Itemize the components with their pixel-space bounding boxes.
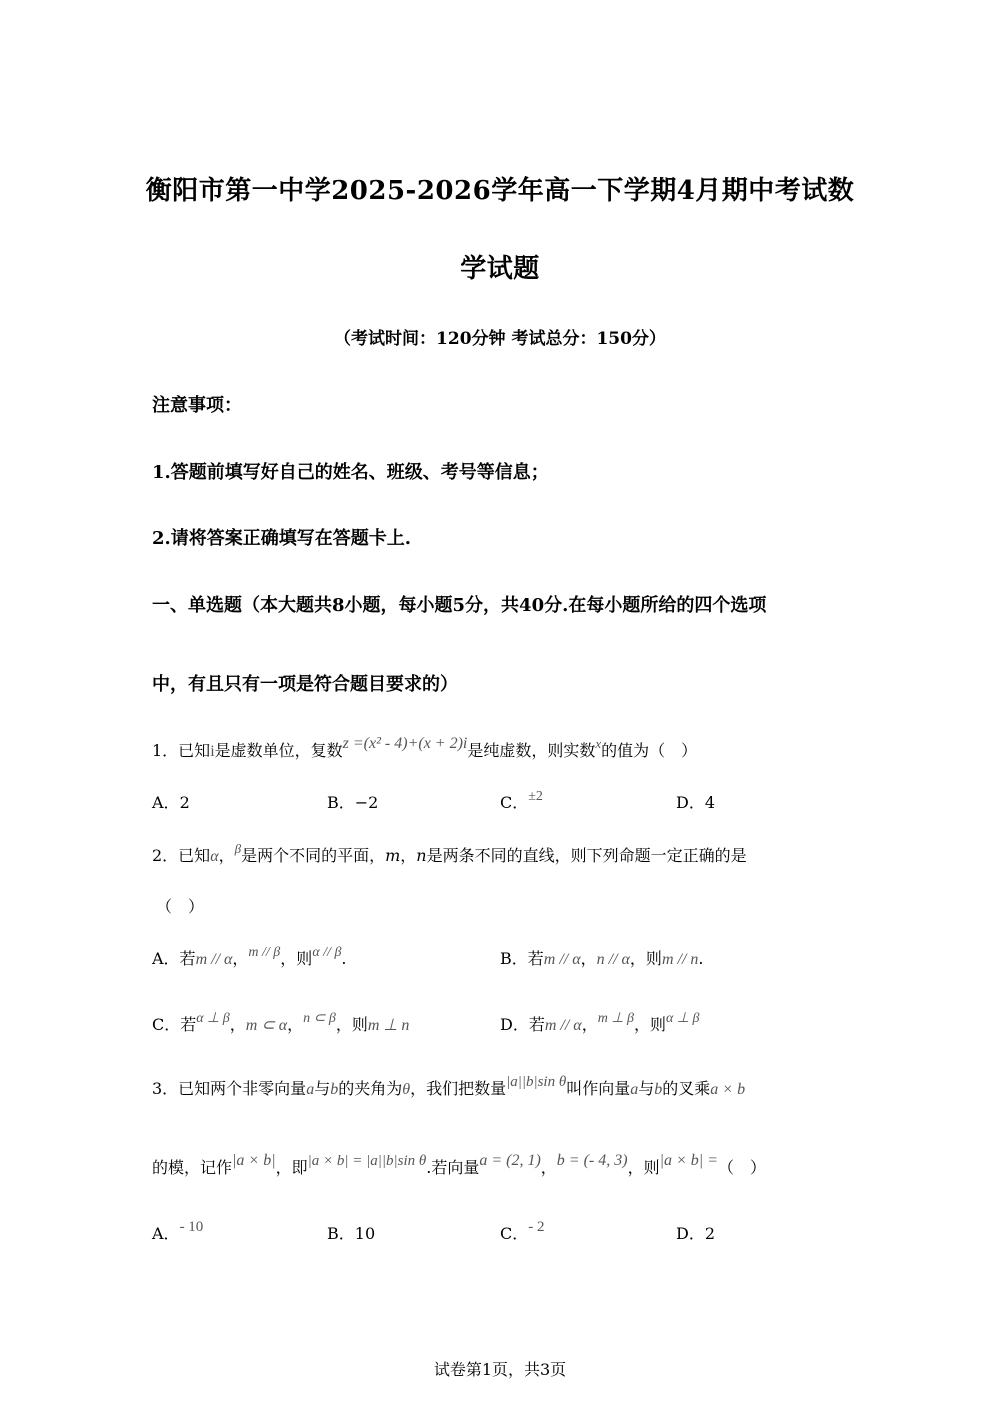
option-value: 4 bbox=[704, 793, 716, 812]
question-1-stem bbox=[152, 735, 698, 761]
q2-var-n: n bbox=[416, 846, 427, 865]
q1-option-d bbox=[676, 790, 715, 813]
q2-option-c bbox=[152, 1012, 409, 1035]
q2-option-d bbox=[500, 1012, 700, 1035]
section1-heading-line2: 中，有且只有一项是符合题目要求的） bbox=[152, 674, 458, 695]
option-result: α ⊥ β bbox=[666, 1011, 700, 1026]
q2-text-2: 是两个不同的平面， bbox=[241, 846, 386, 865]
q3-line2-text-3: .若向量 bbox=[426, 1158, 480, 1177]
q3-text-5: 叫作向量 bbox=[566, 1079, 631, 1098]
option-value: - 10 bbox=[179, 1219, 204, 1235]
q1-text-4: 的值为（ ） bbox=[601, 741, 698, 760]
q3-math-cross: a × b bbox=[710, 1081, 746, 1098]
option-cond-1: m // α bbox=[195, 951, 233, 968]
option-then: ，则 bbox=[629, 949, 662, 968]
q2-option-b bbox=[500, 946, 703, 969]
option-result: m // n bbox=[661, 951, 699, 968]
q3-math-b: b bbox=[330, 1081, 339, 1098]
q3-math-b-2: b bbox=[654, 1081, 663, 1098]
q3-math-a: a bbox=[306, 1081, 315, 1098]
q3-math-product: |a||b|sin θ bbox=[506, 1074, 567, 1090]
q1-text-3: 是纯虚数，则实数 bbox=[467, 741, 596, 760]
option-result: m ⊥ n bbox=[367, 1017, 410, 1034]
option-label: B．若 bbox=[500, 949, 544, 968]
q3-math-ask: |a × b| = bbox=[659, 1152, 718, 1169]
q2-option-a bbox=[152, 946, 347, 969]
exam-title-line2: 学试题 bbox=[460, 254, 540, 284]
option-comma: ， bbox=[581, 1015, 598, 1034]
q1-text-1: 1．已知 bbox=[152, 741, 211, 760]
option-comma: ， bbox=[229, 1015, 246, 1034]
q3-line2-text-5: ，则 bbox=[627, 1158, 660, 1177]
q1-math-i: i bbox=[210, 743, 215, 760]
question-3-stem-line2 bbox=[152, 1152, 766, 1178]
exam-title-line1: 衡阳市第一中学2025-2026学年高一下学期4月期中考试数 bbox=[145, 176, 855, 206]
q3-text-4: ，我们把数量 bbox=[410, 1079, 507, 1098]
option-cond-0: α ⊥ β bbox=[196, 1011, 230, 1026]
option-cond-2: m // β bbox=[248, 945, 281, 960]
q1-math-z: z =(x² - 4)+(x + 2)i bbox=[342, 735, 468, 752]
notice-heading: 注意事项： bbox=[152, 395, 242, 416]
option-comma: ， bbox=[580, 949, 597, 968]
option-value: 10 bbox=[354, 1224, 376, 1243]
option-comma: ， bbox=[232, 949, 249, 968]
option-label: A． bbox=[152, 1224, 180, 1243]
q3-math-vector-b: b = (- 4, 3) bbox=[556, 1152, 628, 1169]
q3-option-b bbox=[327, 1221, 375, 1244]
option-cond-1: m // α bbox=[544, 1017, 582, 1034]
option-cond-1: m // α bbox=[543, 951, 581, 968]
option-value: - 2 bbox=[528, 1219, 545, 1235]
option-value: ±2 bbox=[528, 789, 543, 804]
option-value: 2 bbox=[704, 1224, 716, 1243]
q3-option-d bbox=[676, 1221, 715, 1244]
q3-text-3: 的夹角为 bbox=[338, 1079, 403, 1098]
q1-option-b bbox=[327, 790, 378, 813]
q3-text-2: 与 bbox=[314, 1079, 331, 1098]
option-end: . bbox=[341, 949, 347, 968]
option-label: C．若 bbox=[152, 1015, 197, 1034]
q1-option-c bbox=[500, 790, 543, 813]
q1-text-2: 是虚数单位，复数 bbox=[214, 741, 343, 760]
q3-math-mod: |a × b| bbox=[232, 1152, 276, 1169]
q3-line2-text-2: ，即 bbox=[275, 1158, 308, 1177]
q3-line2-text-1: 的模，记作 bbox=[152, 1158, 233, 1177]
question-2-stem bbox=[152, 843, 747, 866]
option-result: α // β bbox=[312, 945, 342, 960]
option-label: C． bbox=[500, 1224, 529, 1243]
q3-math-a-2: a bbox=[630, 1081, 639, 1098]
question-3-stem-line1 bbox=[152, 1076, 745, 1099]
q2-var-m: m bbox=[385, 846, 401, 865]
q3-math-theta: θ bbox=[402, 1081, 411, 1098]
q3-line2-text-4: ， bbox=[540, 1158, 557, 1177]
notice-item-2: 2.请将答案正确填写在答题卡上. bbox=[152, 528, 412, 549]
q2-answer-paren: （ ） bbox=[156, 897, 205, 916]
option-label: B． bbox=[327, 793, 355, 812]
option-label: B． bbox=[327, 1224, 355, 1243]
q3-math-definition: |a × b| = |a||b|sin θ bbox=[307, 1153, 427, 1169]
q1-option-a bbox=[152, 790, 190, 813]
q3-option-a bbox=[152, 1221, 203, 1244]
option-label: D． bbox=[676, 793, 705, 812]
option-end: . bbox=[698, 949, 704, 968]
q3-answer-paren: （ ） bbox=[717, 1158, 766, 1177]
q2-text-3: 是两条不同的直线，则下列命题一定正确的是 bbox=[426, 846, 747, 865]
option-cond-2: n // α bbox=[596, 951, 630, 968]
option-cond-1: m ⊂ α bbox=[245, 1017, 288, 1034]
q2-math-beta: β bbox=[234, 841, 242, 856]
option-label: D． bbox=[676, 1224, 705, 1243]
option-value: −2 bbox=[354, 793, 379, 812]
section1-heading-line1: 一、单选题（本大题共8小题，每小题5分，共40分.在每小题所给的四个选项 bbox=[152, 595, 767, 616]
q3-option-c bbox=[500, 1221, 545, 1244]
option-cond-2: m ⊥ β bbox=[597, 1011, 634, 1026]
notice-item-1: 1.答题前填写好自己的姓名、班级、考号等信息； bbox=[152, 462, 549, 483]
option-value: 2 bbox=[179, 793, 190, 812]
option-cond-2: n ⊂ β bbox=[303, 1011, 336, 1026]
q2-text-1: 2．已知 bbox=[152, 846, 211, 865]
option-label: A．若 bbox=[152, 949, 196, 968]
option-then: ，则 bbox=[335, 1015, 368, 1034]
q2-sep-2: ， bbox=[400, 846, 417, 865]
exam-info: （考试时间：120分钟 考试总分：150分） bbox=[334, 329, 666, 349]
page-footer: 试卷第1页，共3页 bbox=[433, 1360, 567, 1379]
option-label: C． bbox=[500, 793, 529, 812]
q3-math-vector-a: a = (2, 1) bbox=[479, 1152, 541, 1169]
q3-text-6: 与 bbox=[638, 1079, 655, 1098]
q3-text-7: 的叉乘 bbox=[662, 1079, 711, 1098]
q1-math-x: x bbox=[595, 736, 602, 751]
option-comma: ， bbox=[287, 1015, 304, 1034]
option-then: ，则 bbox=[633, 1015, 666, 1034]
q2-math-alpha: α bbox=[210, 848, 219, 865]
q2-sep-1: ， bbox=[218, 846, 235, 865]
q3-text-1: 3．已知两个非零向量 bbox=[152, 1079, 307, 1098]
option-label: D．若 bbox=[500, 1015, 545, 1034]
option-label: A． bbox=[152, 793, 180, 812]
option-then: ，则 bbox=[280, 949, 313, 968]
